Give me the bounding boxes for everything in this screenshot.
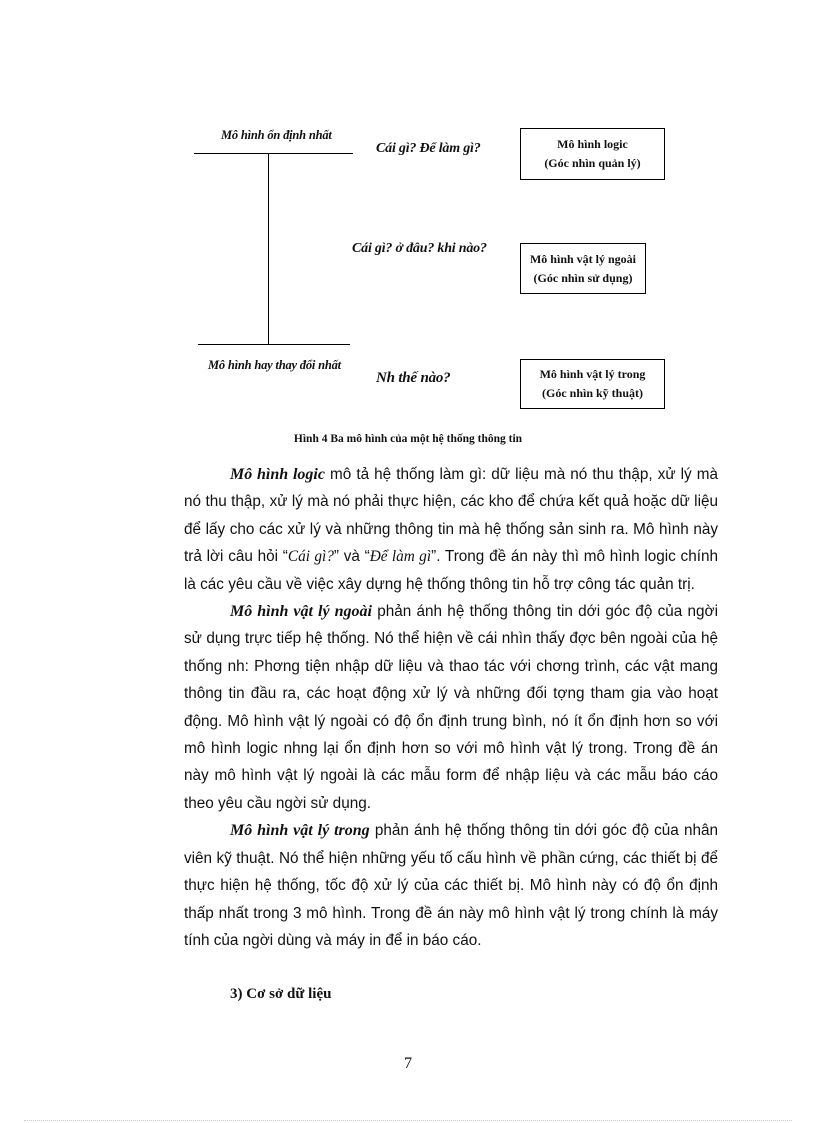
- paragraph-internal-physical-model: Mô hình vật lý trong phản ánh hệ thống thông tin dới góc độ của nhân viên kỹ thuật. Nó thể hiện những yếu tố cấu hình về phần cứng, các thiết bị để thực hiện hệ thống, tốc độ xử lý của các thiết bị. Mô hình này có độ ổn định thấp nhất trong 3 mô hình. Trong đề án này mô hình vật lý trong chính là máy tính của ngời dùng và máy in để in báo cáo.: [184, 822, 719, 949]
- body-text: [184, 461, 718, 954]
- box-external-subtitle: (Góc nhìn sử dụng): [533, 270, 633, 285]
- label-most-changing-model: Mô hình hay thay đổi nhất: [208, 358, 341, 372]
- section-heading-database: 3) Cơ sở dữ liệu: [230, 986, 332, 1002]
- bottom-horizontal-line: [198, 344, 350, 345]
- paragraph-external-physical-model: Mô hình vật lý ngoài phản ánh hệ thống thông tin dới góc độ của ngời sử dụng trực tiếp hệ thống. Nó thể hiện về cái nhìn thấy đợc bên ngoài của hệ thống nh: Phơng tiện nhập dữ liệu và thao tác với chơng trình, các vật mang thông tin đầu ra, các hoạt động xử lý và những đối tợng tham gia vào hoạt động. Mô hình vật lý ngoài có độ ổn định trung bình, nó ít ổn định hơn so với mô hình logic nhng lại ổn định hơn so với mô hình vật lý trong. Trong đề án này mô hình vật lý ngoài là các mẫu form để nhập liệu và các mẫu báo cáo theo yêu cầu ngời sử dụng.: [184, 603, 718, 812]
- term-internal-physical-model: Mô hình vật lý trong: [230, 822, 370, 840]
- figure-caption: Hình 4 Ba mô hình của một hệ thống thông tin: [293, 433, 523, 445]
- question-what-why: Cái gì? Để làm gì?: [376, 141, 481, 156]
- term-logic-model: Mô hình logic: [230, 466, 325, 483]
- box-internal-title: Mô hình vật lý trong: [539, 367, 646, 381]
- footer-divider: [24, 1120, 792, 1121]
- box-logic-title: Mô hình logic: [557, 137, 628, 151]
- box-external-title: Mô hình vật lý ngoài: [529, 251, 637, 266]
- label-most-stable-model: Mô hình ổn định nhất: [221, 128, 332, 142]
- term-external-physical-model: Mô hình vật lý ngoài: [230, 603, 372, 621]
- box-internal-subtitle: (Góc nhìn kỹ thuật): [541, 386, 644, 400]
- box-external-physical-model: [520, 243, 646, 294]
- paragraph-logic-model: Mô hình logic mô tả hệ thống làm gì: dữ liệu mà nó thu thập, xử lý mà nó thu thập, xử lý mà nó phải thực hiện, các kho để chứa kết quả hoặc dữ liệu để lấy cho các xử lý và những thông tin mà hệ thống sản sinh ra. Mô hình này trả lời câu hỏi “Cái gì?” và “Để làm gì”. Trong đề án này thì mô hình logic chính là các yêu cầu về việc xây dựng hệ thống thông tin hỗ trợ công tác quản trị.: [184, 466, 718, 593]
- question-what-where-when: Cái gì? ở đâu? khi nào?: [352, 241, 487, 256]
- vertical-connector-line: [268, 153, 269, 344]
- box-internal-physical-model: [520, 359, 665, 409]
- box-logic-model: [520, 128, 665, 180]
- box-logic-subtitle: (Góc nhìn quản lý): [544, 156, 641, 170]
- page-number: 7: [404, 1055, 412, 1072]
- question-how: Nh thế nào?: [376, 370, 451, 386]
- top-horizontal-line: [194, 153, 353, 154]
